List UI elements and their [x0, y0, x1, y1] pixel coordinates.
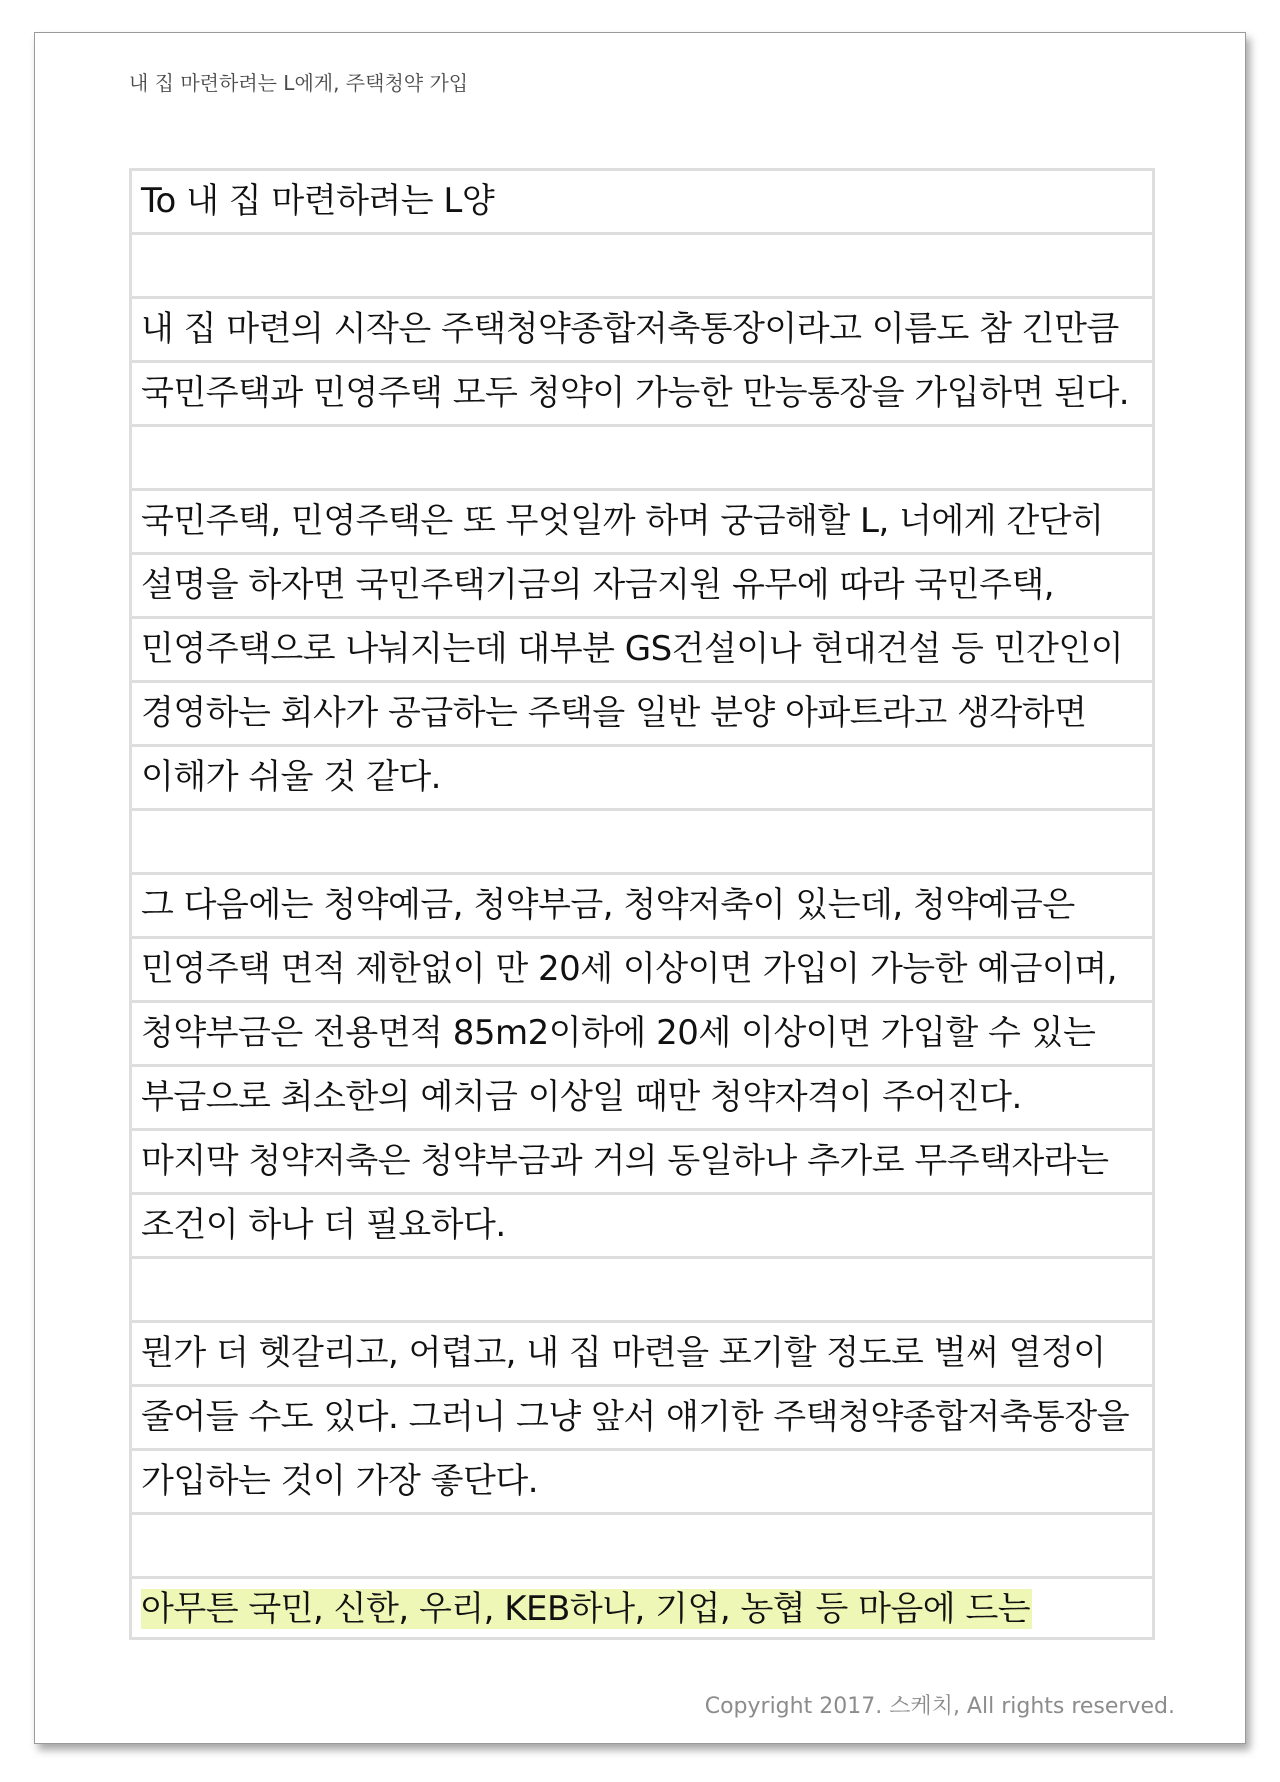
letter-line — [132, 683, 1152, 747]
copyright-notice: Copyright 2017. 스케치, All rights reserved. — [704, 1694, 1175, 1719]
letter-line — [132, 299, 1152, 363]
letter-line — [132, 811, 1152, 875]
line-text: 국민주택과 민영주택 모두 청약이 가능한 만능통장을 가입하면 된다. — [141, 373, 1130, 413]
letter-line — [132, 363, 1152, 427]
letter-line — [132, 875, 1152, 939]
line-text: 마지막 청약저축은 청약부금과 거의 동일하나 추가로 무주택자라는 — [141, 1141, 1109, 1181]
letter-line — [132, 1131, 1152, 1195]
letter-line — [132, 171, 1152, 235]
line-text: 이해가 쉬울 것 같다. — [141, 757, 441, 797]
line-text: 뭔가 더 헷갈리고, 어렵고, 내 집 마련을 포기할 정도로 벌써 열정이 — [141, 1333, 1106, 1373]
page-header-title: 내 집 마련하려는 L에게, 주택청약 가입 — [129, 71, 469, 95]
letter-line — [132, 1451, 1152, 1515]
letter-line — [132, 491, 1152, 555]
letter-line — [132, 1259, 1152, 1323]
line-text: 설명을 하자면 국민주택기금의 자금지원 유무에 따라 국민주택, — [141, 565, 1055, 605]
line-text: 경영하는 회사가 공급하는 주택을 일반 분양 아파트라고 생각하면 — [141, 693, 1087, 733]
line-text: 민영주택 면적 제한없이 만 20세 이상이면 가입이 가능한 예금이며, — [141, 949, 1117, 989]
letter-line — [132, 939, 1152, 1003]
line-text: 그 다음에는 청약예금, 청약부금, 청약저축이 있는데, 청약예금은 — [141, 885, 1075, 925]
letter-body — [129, 168, 1155, 1640]
letter-line — [132, 1323, 1152, 1387]
letter-line — [132, 235, 1152, 299]
letter-line — [132, 1579, 1152, 1640]
letter-line — [132, 747, 1152, 811]
letter-line — [132, 1195, 1152, 1259]
line-text: 내 집 마련의 시작은 주택청약종합저축통장이라고 이름도 참 긴만큼 — [141, 309, 1119, 349]
letter-line — [132, 1067, 1152, 1131]
line-text: 가입하는 것이 가장 좋단다. — [141, 1461, 539, 1501]
letter-line — [132, 619, 1152, 683]
line-text: 줄어들 수도 있다. 그러니 그냥 앞서 얘기한 주택청약종합저축통장을 — [141, 1397, 1130, 1437]
highlighted-line-text: 아무튼 국민, 신한, 우리, KEB하나, 기업, 농협 등 마음에 드는 — [141, 1589, 1031, 1629]
letter-line — [132, 1003, 1152, 1067]
line-text: 부금으로 최소한의 예치금 이상일 때만 청약자격이 주어진다. — [141, 1077, 1022, 1117]
line-text: 민영주택으로 나눠지는데 대부분 GS건설이나 현대건설 등 민간인이 — [141, 629, 1124, 669]
letter-line — [132, 1387, 1152, 1451]
line-text: 청약부금은 전용면적 85m2이하에 20세 이상이면 가입할 수 있는 — [141, 1013, 1096, 1053]
line-text: 조건이 하나 더 필요하다. — [141, 1205, 506, 1245]
document-page — [34, 32, 1246, 1744]
line-text: To 내 집 마련하려는 L양 — [141, 181, 495, 221]
letter-line — [132, 555, 1152, 619]
letter-line — [132, 1515, 1152, 1579]
line-text: 국민주택, 민영주택은 또 무엇일까 하며 궁금해할 L, 너에게 간단히 — [141, 501, 1104, 541]
letter-line — [132, 427, 1152, 491]
